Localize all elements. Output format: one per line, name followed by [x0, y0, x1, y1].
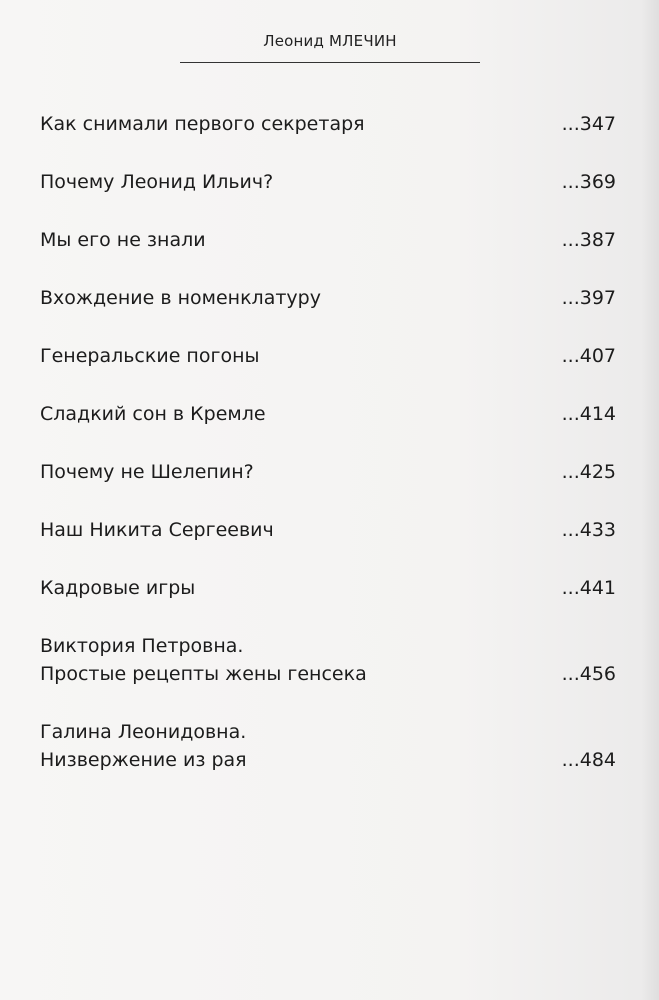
toc-entry-page: ...456 — [561, 663, 616, 685]
toc-entry-title-line-2: Простые рецепты жены генсека — [40, 663, 367, 685]
header-rule — [180, 62, 480, 63]
toc-entry — [40, 226, 616, 254]
toc-entry — [40, 632, 616, 688]
toc-entry-title: Кадровые игры — [40, 577, 196, 599]
toc-entry — [40, 400, 616, 428]
toc-entry-title: Почему не Шелепин? — [40, 461, 254, 483]
toc-entry-page: ...414 — [561, 403, 616, 425]
toc-entry — [40, 168, 616, 196]
running-header: Леонид МЛЕЧИН — [263, 32, 397, 50]
table-of-contents — [40, 110, 616, 774]
toc-entry-title: Наш Никита Сергеевич — [40, 519, 274, 541]
toc-entry-title-line-1: Галина Леонидовна. — [40, 721, 247, 743]
toc-entry — [40, 516, 616, 544]
toc-entry-page: ...407 — [561, 345, 616, 367]
toc-entry-title-line-1: Виктория Петровна. — [40, 635, 244, 657]
toc-entry — [40, 110, 616, 138]
toc-entry-title: Как снимали первого секретаря — [40, 113, 365, 135]
toc-entry-page: ...484 — [561, 749, 616, 771]
toc-entry — [40, 718, 616, 774]
toc-entry-page: ...433 — [561, 519, 616, 541]
toc-entry-title: Мы его не знали — [40, 229, 206, 251]
toc-entry-page: ...387 — [561, 229, 616, 251]
toc-entry-page: ...441 — [561, 577, 616, 599]
toc-entry-page: ...425 — [561, 461, 616, 483]
toc-entry-page: ...397 — [561, 287, 616, 309]
toc-entry-page: ...369 — [561, 171, 616, 193]
toc-entry-title: Почему Леонид Ильич? — [40, 171, 274, 193]
toc-entry-title-line-2: Низвержение из рая — [40, 749, 247, 771]
toc-entry-title: Генеральские погоны — [40, 345, 260, 367]
toc-entry — [40, 284, 616, 312]
toc-entry — [40, 342, 616, 370]
toc-entry-title: Сладкий сон в Кремле — [40, 403, 266, 425]
toc-entry — [40, 574, 616, 602]
page-edge-shadow — [641, 0, 659, 1000]
toc-entry-page: ...347 — [561, 113, 616, 135]
toc-entry-title: Вхождение в номенклатуру — [40, 287, 321, 309]
toc-entry — [40, 458, 616, 486]
